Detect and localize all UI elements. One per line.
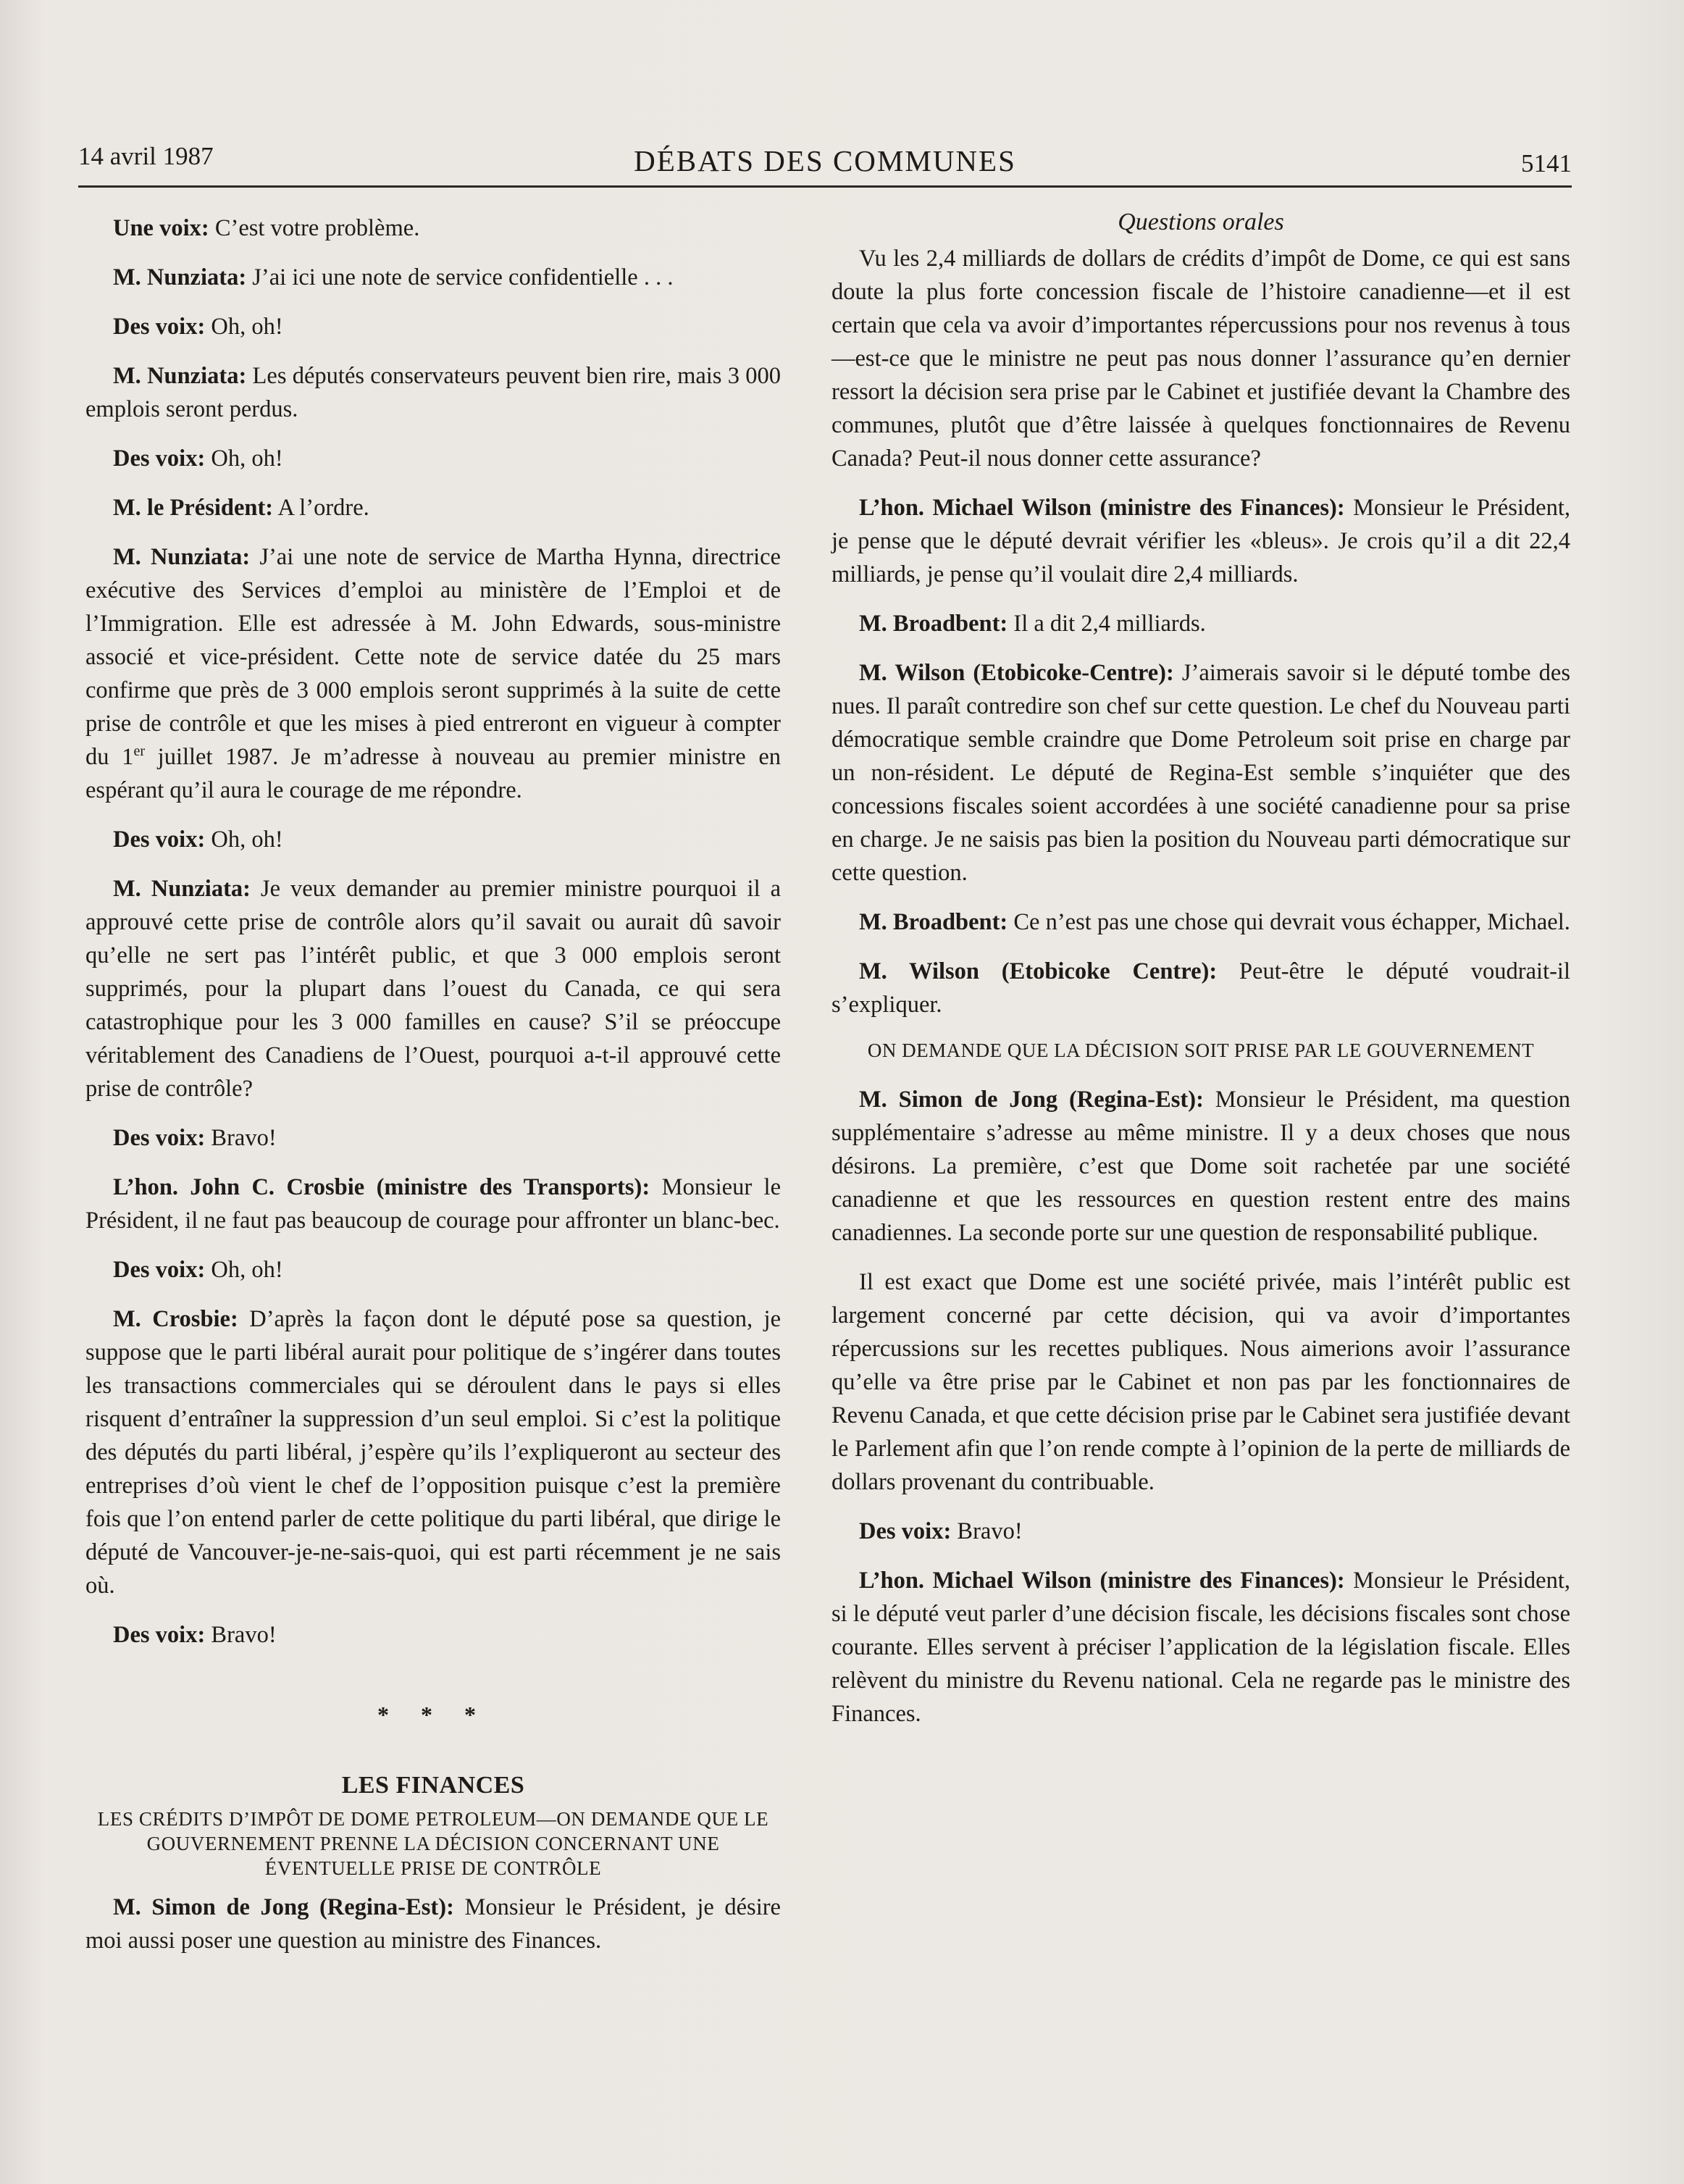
paragraph [85, 540, 781, 807]
speech-text: Monsieur le Président, ma question supplémentaire s’adresse au même ministre. Il y a deux choses que nous désirons. La première, c’est que Dome soit rachetée par une société canadienne et que les ressources en question restent entre des mains canadiennes. La seconde porte sur une question de responsabilité publique. [831, 1087, 1570, 1246]
speaker-name: M. Simon de Jong (Regina-Est): [859, 1087, 1204, 1113]
left-column [85, 212, 781, 1973]
speaker-name: L’hon. Michael Wilson (ministre des Finances): [859, 495, 1345, 521]
speech-text: Monsieur le Président, je pense que le député devrait vérifier les «bleus». Je crois qu’il a dit 22,4 milliards, je pense qu’il voulait dire 2,4 milliards. [831, 495, 1570, 587]
speech-text: C’est votre problème. [209, 215, 420, 241]
paragraph [85, 1171, 781, 1237]
header-title: DÉBATS DES COMMUNES [634, 144, 1016, 177]
speech-text: Monsieur le Président, il ne faut pas beaucoup de courage pour affronter un blanc-bec. [85, 1174, 782, 1234]
speaker-name: Des voix: [113, 314, 206, 340]
speaker-name: L’hon. John C. Crosbie (ministre des Transports): [113, 1174, 650, 1200]
speech-text: Monsieur le Président, je désire moi aussi poser une question au ministre des Finances. [85, 1894, 781, 1954]
speaker-name: Des voix: [113, 445, 206, 472]
paragraph [85, 359, 781, 426]
speech-text: J’aimerais savoir si le député tombe des nues. Il paraît contredire son chef sur cette question. Le chef du Nouveau parti démocratique semble craindre que Dome Petroleum soit prise en charge par un non-résident. Le député de Regina-Est semble s’inquiéter que des concessions fiscales soient accordées à une société canadienne pour sa prise en charge. Je ne saisis pas bien la position du Nouveau parti démocratique sur cette question. [831, 660, 1570, 886]
speech-text: Les députés conservateurs peuvent bien rire, mais 3 000 emplois seront perdus. [85, 363, 781, 422]
speech-text: J’ai une note de service de Martha Hynna, directrice exécutive des Services d’emploi au ministère de l’Emploi et de l’Immigration. Elle est adressée à M. John Edwards, sous-ministre associé et vice-président. Cette note de service datée du 25 mars confirme que près de 3 000 emplois seront supprimés à la suite de cette prise de contrôle et que les mises à pied entreront en vigueur à compter du 1 [85, 544, 781, 770]
speech-text: J’ai ici une note de service confidentielle . . . [246, 264, 674, 290]
paragraph [85, 442, 781, 475]
speaker-name: M. Nunziata: [113, 363, 247, 389]
speaker-name: M. Simon de Jong (Regina-Est): [113, 1894, 454, 1920]
speech-text: D’après la façon dont le député pose sa question, je suppose que le parti libéral aurait pour politique de s’ingérer dans toutes les transactions commerciales qui se déroulent dans le pays si elles risquent d’entraîner la suppression d’un seul emploi. Si c’est la politique des députés du parti libéral, j’espère qu’ils l’expliqueront au secteur des entreprises d’où vient le chef de l’opposition puisque c’est la première fois que l’on entend parler de cette politique du parti libéral, que dirige le député de Vancouver-je-ne-sais-quoi, qui est parti récemment je ne sais où. [85, 1306, 781, 1599]
speech-text: Monsieur le Président, si le député veut parler d’une décision fiscale, les décisions fiscales sont chose courante. Elles servent à préciser l’application de la législation fiscale. Elles relèvent du ministre du Revenu national. Cela ne regarde pas le ministre des Finances. [831, 1568, 1570, 1727]
speech-text: Il est exact que Dome est une société privée, mais l’intérêt public est largement concerné par cette décision, qui va avoir d’importantes répercussions sur les recettes publiques. Nous aimerions avoir l’assurance qu’elle va être prise par le Cabinet et non pas par les fonctionnaires de Revenu Canada, et que cette décision prise par le Cabinet sera justifiée devant le Parlement afin que l’on rende compte à l’opinion de la perte de milliards de dollars provenant du contribuable. [831, 1269, 1570, 1495]
speaker-name: M. Broadbent: [859, 909, 1008, 935]
speech-text: Oh, oh! [205, 1257, 283, 1283]
speaker-name: Des voix: [113, 827, 206, 853]
paragraph [85, 1891, 781, 1957]
page-number: 5141 [1521, 149, 1572, 177]
speaker-name: L’hon. Michael Wilson (ministre des Finances): [859, 1568, 1345, 1594]
speaker-name: Une voix: [113, 215, 209, 241]
speaker-name: Des voix: [859, 1518, 952, 1544]
speech-text: Ce n’est pas une chose qui devrait vous échapper, Michael. [1008, 909, 1570, 935]
speech-text: juillet 1987. Je m’adresse à nouveau au premier ministre en espérant qu’il aura le courage de me répondre. [85, 744, 781, 803]
paragraph [831, 905, 1570, 939]
section-separator: * * * [377, 1702, 489, 1728]
speaker-name: M. Wilson (Etobicoke Centre): [859, 958, 1218, 984]
page-header [78, 142, 1572, 188]
speech-text: Peut-être le député voudrait-il s’expliquer. [831, 958, 1570, 1018]
paragraph [85, 872, 781, 1105]
paragraph [85, 823, 781, 856]
section-title: LES FINANCES [341, 1772, 525, 1799]
speech-text: Bravo! [951, 1518, 1023, 1544]
speech-text: Il a dit 2,4 milliards. [1008, 611, 1206, 637]
superscript: er [133, 743, 145, 760]
paragraph [85, 310, 781, 343]
speaker-name: Des voix: [113, 1125, 206, 1151]
speech-text: Oh, oh! [205, 827, 283, 853]
speaker-name: Des voix: [113, 1622, 206, 1648]
paragraph [831, 955, 1570, 1021]
paragraph [85, 1618, 781, 1652]
paragraph [831, 1515, 1570, 1548]
speaker-name: M. Nunziata: [113, 544, 251, 570]
speech-text: Vu les 2,4 milliards de dollars de crédits d’impôt de Dome, ce qui est sans doute la plus forte concession fiscale de l’histoire canadienne—et il est certain que cela va avoir d’importantes répercussions pour nos revenus à tous—est-ce que le ministre ne peut pas nous donner l’assurance qu’en dernier ressort la décision sera prise par le Cabinet et justifiée devant la Chambre des communes, plutôt que d’être laissée à quelques fonctionnaires de Revenu Canada? Peut-il nous donner cette assurance? [831, 246, 1570, 472]
subsection-title: LES CRÉDITS D’IMPÔT DE DOME PETROLEUM—ON DEMANDE QUE LE GOUVERNEMENT PRENNE LA DÉCISION CONCERNANT UNE ÉVENTUELLE PRISE DE CONTRÔLE [97, 1808, 769, 1879]
speaker-name: M. le Président: [113, 495, 274, 521]
paragraph [831, 491, 1570, 591]
speaker-name: M. Crosbie: [113, 1306, 238, 1332]
paragraph [85, 1302, 781, 1602]
paragraph [831, 607, 1570, 640]
paragraph [831, 1564, 1570, 1731]
paragraph [85, 1121, 781, 1155]
speaker-name: M. Wilson (Etobicoke-Centre): [859, 660, 1174, 686]
paragraph [85, 1253, 781, 1286]
paragraph [831, 656, 1570, 890]
speech-text: Bravo! [205, 1125, 277, 1151]
subsection-title: ON DEMANDE QUE LA DÉCISION SOIT PRISE PAR LE GOUVERNEMENT [867, 1039, 1535, 1061]
speaker-name: Des voix: [113, 1257, 206, 1283]
speech-text: A l’ordre. [273, 495, 369, 521]
speaker-name: M. Broadbent: [859, 611, 1008, 637]
header-date: 14 avril 1987 [78, 142, 214, 170]
speaker-name: M. Nunziata: [113, 264, 247, 290]
paragraph [831, 1265, 1570, 1499]
paragraph [831, 242, 1570, 475]
speech-text: Oh, oh! [205, 314, 283, 340]
speaker-name: M. Nunziata: [113, 876, 251, 902]
running-section-label: Questions orales [1118, 209, 1284, 235]
paragraph [831, 1083, 1570, 1250]
speech-text: Je veux demander au premier ministre pourquoi il a approuvé cette prise de contrôle alors qu’il savait ou aurait dû savoir qu’elle ne sert pas l’intérêt public, et que 3 000 emplois seront supprimés, pour la plupart dans l’ouest du Canada, ce qui sera catastrophique pour les 3 000 familles en cause? S’il se préoccupe véritablement des Canadiens de l’Ouest, pourquoi a-t-il approuvé cette prise de contrôle? [85, 876, 781, 1102]
paragraph [85, 261, 781, 294]
paragraph [85, 212, 781, 245]
paragraph [85, 491, 781, 524]
speech-text: Oh, oh! [205, 445, 283, 472]
speech-text: Bravo! [205, 1622, 277, 1648]
right-column [831, 209, 1570, 1746]
